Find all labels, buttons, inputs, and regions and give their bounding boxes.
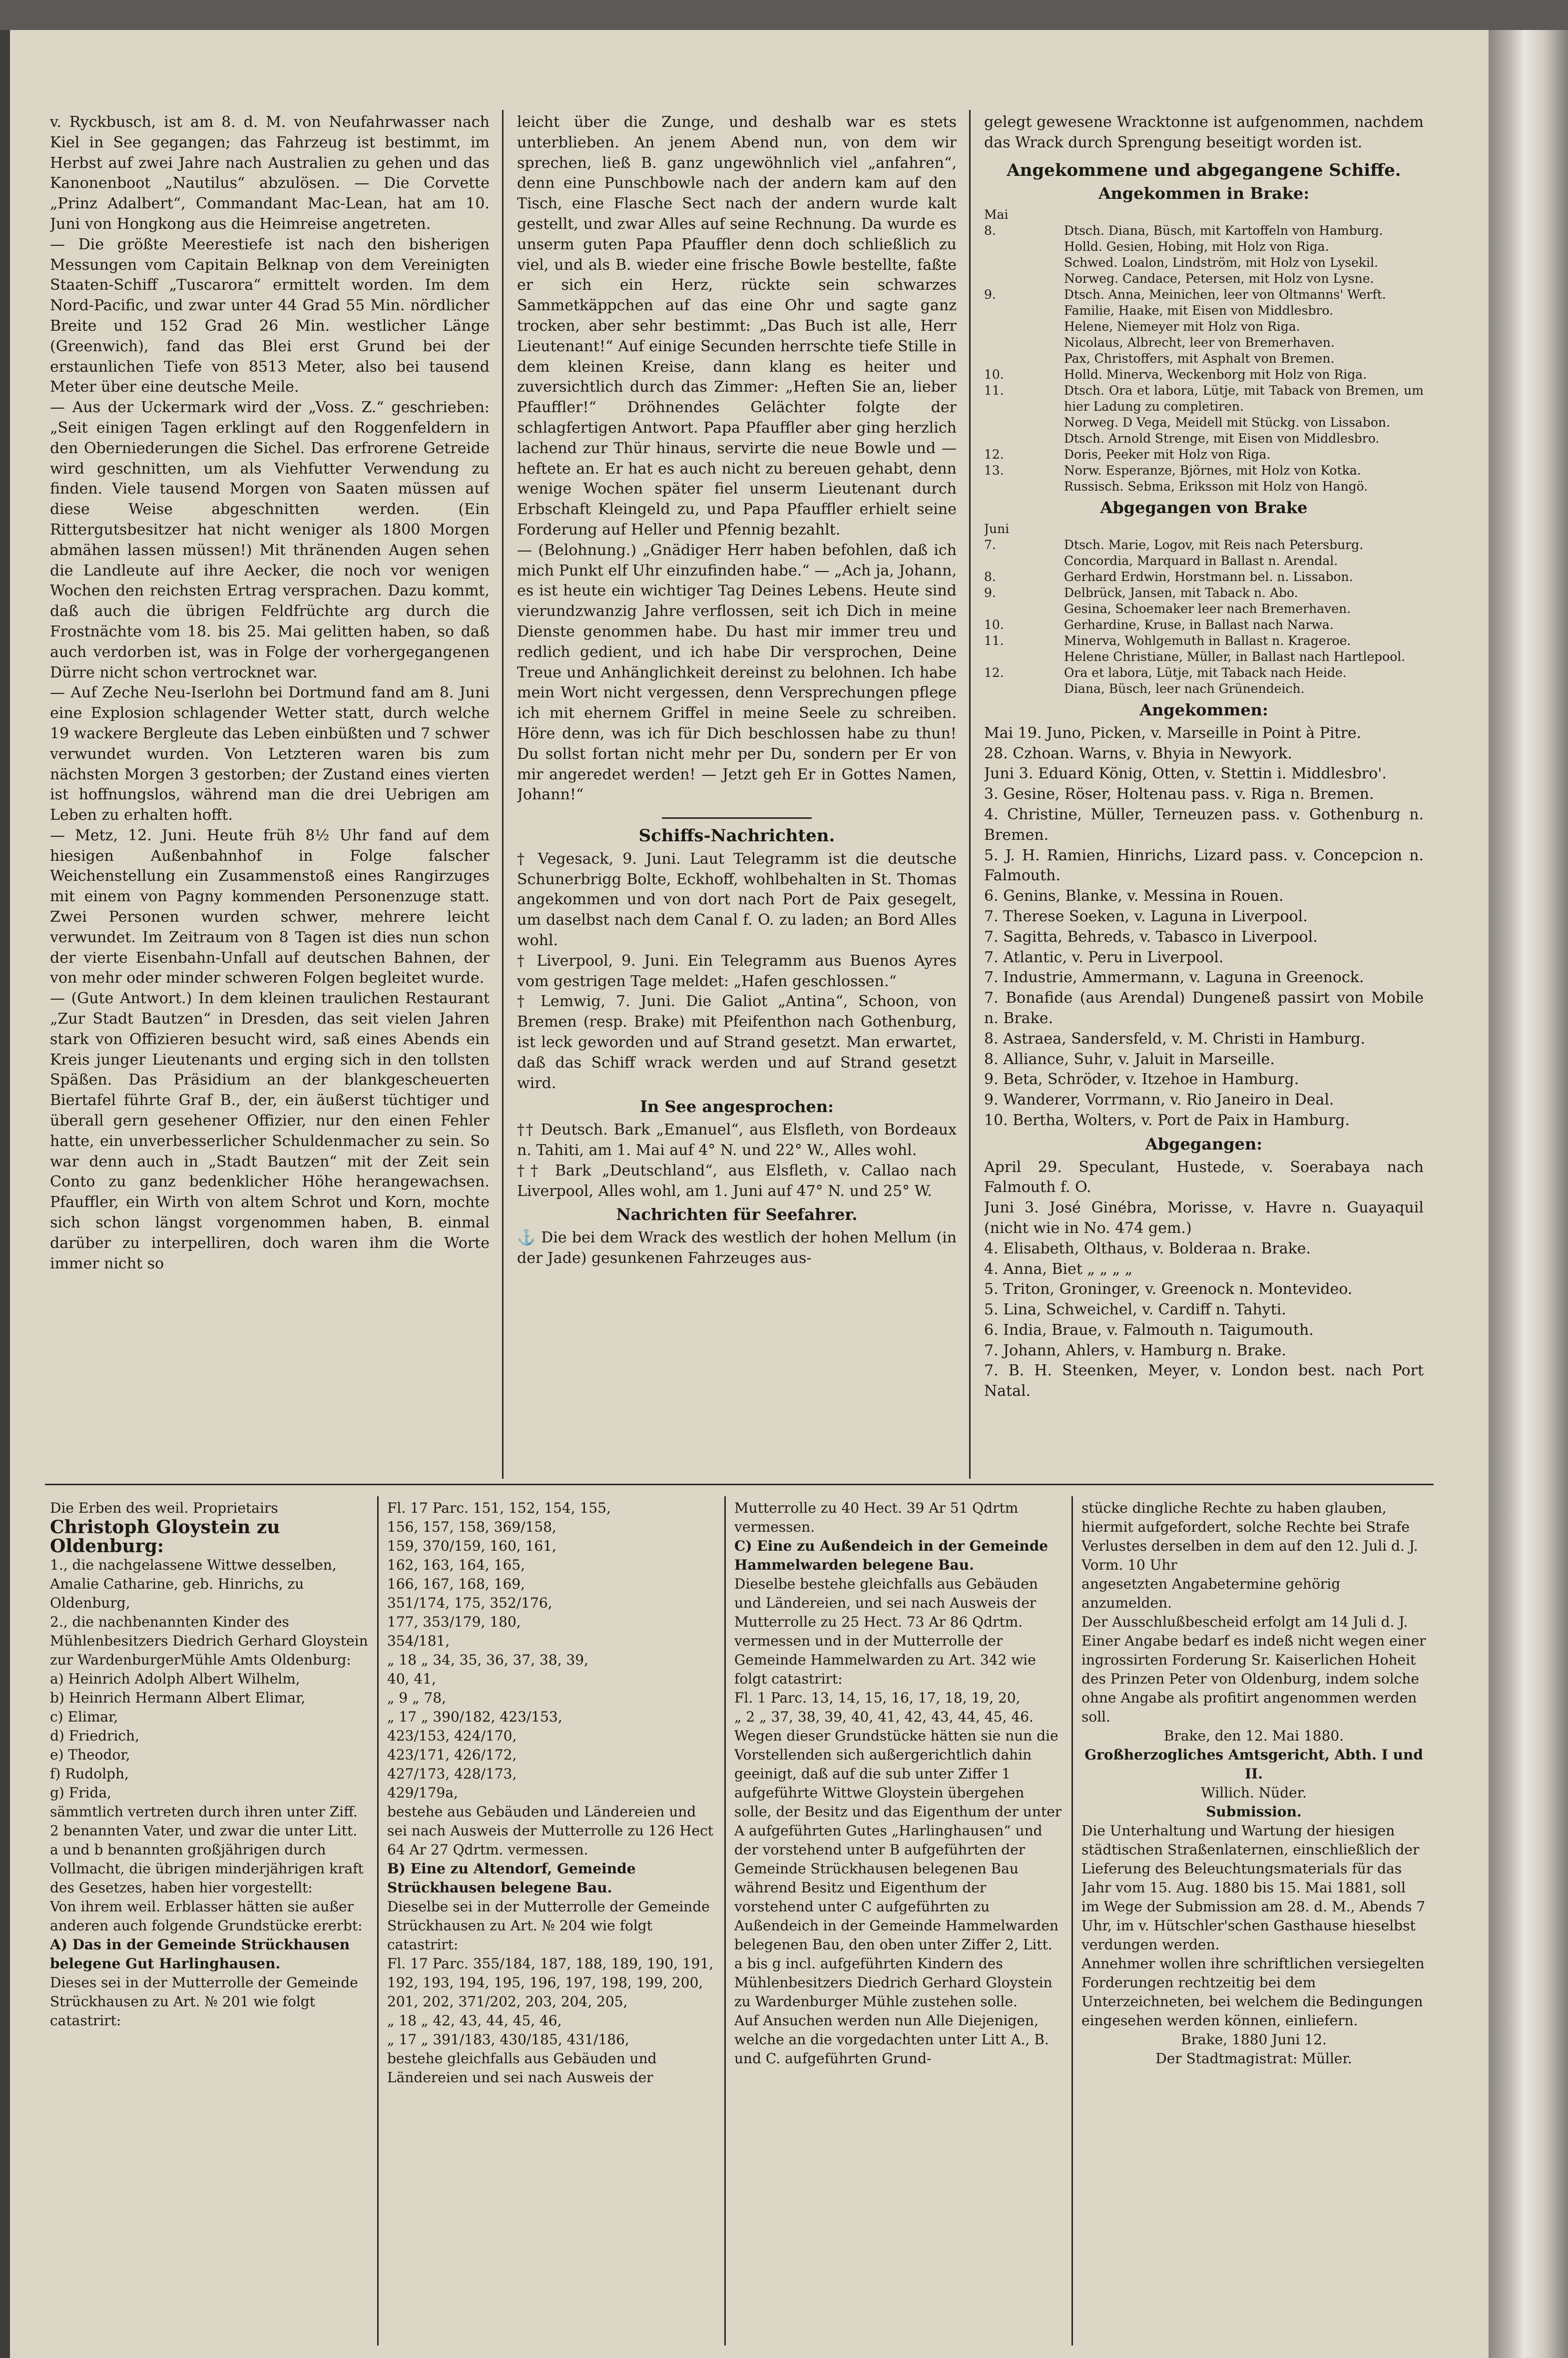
notice-line: Der Ausschlußbescheid erfolgt am 14 Juli d. J. xyxy=(1081,1614,1408,1630)
ship-row xyxy=(984,617,1424,633)
departed-entry: 7. B. H. Steenken, Meyer, v. London best. nach Port Natal. xyxy=(984,1362,1424,1400)
notice-column-3 xyxy=(734,1499,1064,2348)
ship-entry: Dtsch. Marie, Logov, mit Reis nach Petersburg. xyxy=(1064,537,1364,552)
article-metz: — Metz, 12. Juni. Heute früh 8½ Uhr fand auf dem hiesigen Außenbahnhof in Folge falscher Weichenstellung ein Zusammenstoß eines Rangirzuges mit einem von Pagny kommenden Personenzuge statt. Zwei Personen wurden schwer, mehrere leicht verwundet. Im Zeitraum von 8 Tagen ist dies nun schon der vierte Eisenbahn-Unfall auf deutschen Bahnen, der von mehr oder minder schweren Folgen begleitet wurde. xyxy=(50,826,490,987)
column-3 xyxy=(984,112,1424,1476)
ship-entry: Holld. Gesien, Hobing, mit Holz von Riga. xyxy=(1064,239,1329,254)
ship-row xyxy=(984,463,1424,479)
notice-line: Wegen dieser Grundstücke hätten sie nun die Vorstellenden sich außergerichtlich dahin geeinigt, daß auf die sub unter Ziffer 1 aufgeführte Wittwe Gloystein übergehen solle, der Besitz und das Eigenthum der unter A aufgeführten Gutes „Harlinghausen“ und der vorstehend unter B aufgeführten der Gemeinde Strückhausen belegenen Bau während Besitz und Eigenthum der vorstehend unter C aufgeführten zu Außendeich in der Gemeinde Hammelwarden belegenen Bau, den oben unter Ziffer 2, Litt. a bis g incl. aufgeführten Kindern des Mühlenbesitzers Diedrich Gerhard Gloystein zu Wardenburger Mühle zustehen solle. xyxy=(734,1728,1062,2010)
ship-entry: Schwed. Loalon, Lindström, mit Holz von Lysekil. xyxy=(1064,255,1378,270)
notice-line: Der Stadtmagistrat: Müller. xyxy=(1155,2050,1352,2067)
ship-row xyxy=(984,287,1424,303)
ship-entry: Norweg. Candace, Petersen, mit Holz von Lysne. xyxy=(1064,271,1374,286)
notice-line: f) Rudolph, xyxy=(50,1766,129,1782)
notice-line: e) Theodor, xyxy=(50,1747,130,1763)
page-gutter xyxy=(0,30,10,2358)
notice-text xyxy=(387,1802,717,2087)
ship-day xyxy=(984,335,1064,351)
notice-amtsgericht xyxy=(1081,1499,1426,2068)
notice-line: stücke dingliche Rechte zu haben glauben, hiermit aufgefordert, solche Rechte bei Strafe Verlustes derselben in dem auf den 12. Juli d. J. Vorm. 10 Uhr xyxy=(1081,1500,1418,1573)
parcel-line: „ 9 „ 78, xyxy=(387,1690,447,1706)
ship-day: 12. xyxy=(984,447,1004,462)
ship-day: 9. xyxy=(984,585,996,600)
column-divider xyxy=(969,110,971,1479)
arrived-entry: 8. Astraea, Sandersfeld, v. M. Christi in Hamburg. xyxy=(984,1030,1365,1048)
ship-entry: Gerhard Erdwin, Horstmann bel. n. Lissabon. xyxy=(1064,569,1353,584)
ship-entry: Doris, Peeker mit Holz von Riga. xyxy=(1064,447,1271,462)
ship-entry: Norw. Esperanze, Björnes, mit Holz von Kotka. xyxy=(1064,463,1361,478)
ship-day xyxy=(984,303,1064,319)
section-rule xyxy=(662,817,812,819)
ship-entry: Diana, Büsch, leer nach Grünendeich. xyxy=(1064,681,1305,696)
ship-row xyxy=(984,649,1424,665)
ship-day xyxy=(984,479,1064,495)
parcel-line: 177, 353/179, 180, xyxy=(387,1614,521,1630)
ship-entry: Familie, Haake, mit Eisen von Middlesbro. xyxy=(1064,303,1333,318)
notice-line: d) Friedrich, xyxy=(50,1728,139,1744)
parcel-line: „ 18 „ 34, 35, 36, 37, 38, 39, xyxy=(387,1652,589,1668)
abgegangen-heading: Abgegangen: xyxy=(1145,1134,1263,1154)
ship-day: 8. xyxy=(984,569,996,584)
arrived-list xyxy=(984,723,1424,1131)
angekommen-heading: Angekommen: xyxy=(1139,700,1268,719)
arrived-entry: Juni 3. Eduard König, Otten, v. Stettin i. Middlesbro'. xyxy=(984,765,1387,783)
notice-column-4 xyxy=(1081,1499,1426,2348)
notice-line: 2., die nachbenannten Kinder des Mühlenbesitzers Diedrich Gerhard Gloystein zur WardenburgerMühle Amts Oldenburg: xyxy=(50,1614,368,1668)
ship-row xyxy=(984,553,1424,569)
column-divider xyxy=(1071,1496,1073,2346)
news-lemwig: † Lemwig, 7. Juni. Die Galiot „Antina“, Schoon, von Bremen (resp. Brake) mit Pfeifenthon nach Gothenburg, ist leck geworden und auf Strand gesetzt. Man erwartet, daß das Schiff wrack werden und auf Strand gesetzt wird. xyxy=(517,993,957,1092)
ship-entry: Pax, Christoffers, mit Asphalt von Bremen. xyxy=(1064,351,1335,366)
arrived-entry: 4. Christine, Müller, Terneuzen pass. v. Gothenburg n. Bremen. xyxy=(984,805,1424,844)
ship-entry: Dtsch. Diana, Büsch, mit Kartoffeln von Hamburg. xyxy=(1064,223,1383,238)
parcel-line: 166, 167, 168, 169, xyxy=(387,1576,525,1592)
parcel-line: Fl. 17 Parc. 151, 152, 154, 155, xyxy=(387,1500,611,1516)
notice-line: „ 17 „ 391/183, 430/185, 431/186, xyxy=(387,2031,629,2048)
ship-row xyxy=(984,585,1424,601)
article-uckermark: — Aus der Uckermark wird der „Voss. Z.“ geschrieben: „Seit einigen Tagen erklingt auf den Roggenfeldern in den Oberniederungen die Sichel. Das erfrorene Getreide wird geschnitten, um als Viehfutter Verwendung zu finden. Viele tausend Morgen von Saaten müssen auf diese Weise abgeschnitten werden. (Ein Rittergutsbesitzer hat nicht weniger als 1800 Morgen abmähen lassen müssen!) Mit thränenden Augen sehen die Landleute auf ihre Aecker, die noch vor wenigen Wochen den reichsten Ertrag versprachen. Dazu kommt, daß auch die übrigen Feldfrüchte arg durch die Frostnächte vom 18. bis 25. Mai gelitten haben, so daß auch verdorben ist, was in Folge der vorhergegangenen Dürre nicht schon vertrocknet war. xyxy=(50,399,490,681)
notice-line: Dieses sei in der Mutterrolle der Gemeinde Strückhausen zu Art. № 201 wie folgt catastrirt: xyxy=(50,1974,358,2029)
ship-day xyxy=(984,415,1064,431)
arrived-entry: 7. Industrie, Ammermann, v. Laguna in Greenock. xyxy=(984,969,1364,987)
notice-line: Christoph Gloystein zu Oldenburg: xyxy=(50,1517,280,1557)
see-deutschland: †† Bark „Deutschland“, aus Elsfleth, v. Callao nach Liverpool, Alles wohl, am 1. Juni auf 47° N. und 25° W. xyxy=(517,1162,957,1200)
parcel-line: 159, 370/159, 160, 161, xyxy=(387,1538,556,1554)
notice-line: Dieselbe sei in der Mutterrolle der Gemeinde Strückhausen zu Art. № 204 wie folgt catastrirt: xyxy=(387,1898,710,1953)
ship-day: 10. xyxy=(984,367,1004,382)
notice-line: A) Das in der Gemeinde Strückhausen belegene Gut Harlinghausen. xyxy=(50,1936,350,1972)
ship-row xyxy=(984,601,1424,617)
notice-line: „ 18 „ 42, 43, 44, 45, 46, xyxy=(387,2012,562,2029)
month-label: Juni xyxy=(984,521,1010,536)
departed-entry: Juni 3. José Ginébra, Morisse, v. Havre n. Guayaquil (nicht wie in No. 474 gem.) xyxy=(984,1199,1424,1237)
article-explosion: — Auf Zeche Neu-Iserlohn bei Dortmund fand am 8. Juni eine Explosion schlagender Wetter statt, durch welche 19 wackere Bergleute das Leben einbüßten und 7 schwer verwundet wurden. Von Letzteren waren bis zum nächsten Morgen 3 gestorben; der Zustand eines vierten ist hoffnungslos, während man die drei Uebrigen am Leben zu erhalten hofft. xyxy=(50,684,490,824)
notice-line: a) Heinrich Adolph Albert Wilhelm, xyxy=(50,1671,300,1687)
parcel-line: 351/174, 175, 352/176, xyxy=(387,1595,552,1611)
arrived-entry: 3. Gesine, Röser, Holtenau pass. v. Riga n. Bremen. xyxy=(984,785,1374,803)
column-divider xyxy=(502,110,504,1479)
ship-entry: Gerhardine, Kruse, in Ballast nach Narwa. xyxy=(1064,617,1334,632)
ship-row xyxy=(984,431,1424,447)
arrived-entry: 9. Wanderer, Vorrmann, v. Rio Janeiro in Deal. xyxy=(984,1091,1334,1109)
notice-line: Mutterrolle zu 40 Hect. 39 Ar 51 Qdrtm vermessen. xyxy=(734,1500,1019,1535)
ship-entry: Dtsch. Arnold Strenge, mit Eisen von Middlesbro. xyxy=(1064,431,1380,446)
ship-day xyxy=(984,351,1064,367)
notice-line: Von ihrem weil. Erblasser hätten sie außer anderen auch folgende Grundstücke ererbt: xyxy=(50,1898,363,1934)
arrived-entry: 10. Bertha, Wolters, v. Port de Paix in Hamburg. xyxy=(984,1111,1350,1129)
angekommen-brake-heading: Angekommen in Brake: xyxy=(1098,184,1310,203)
notice-line: Dieselbe bestehe gleichfalls aus Gebäuden und Ländereien, und sei nach Ausweis der Mutterrolle zu 25 Hect. 73 Ar 86 Qdrtm. vermessen und in der Mutterrolle der Gemeinde Hammelwarden zu Art. 342 wie folgt catastrirt: xyxy=(734,1576,1038,1687)
schiffs-nachrichten-heading: Schiffs-Nachrichten. xyxy=(638,826,835,846)
ship-row xyxy=(984,319,1424,335)
ship-row xyxy=(984,479,1424,495)
wracktonne-text: gelegt gewesene Wracktonne ist aufgenommen, nachdem das Wrack durch Sprengung beseitigt worden ist. xyxy=(984,113,1424,151)
ship-entry: Helene, Niemeyer mit Holz von Riga. xyxy=(1064,319,1300,334)
notice-line: „ 2 „ 37, 38, 39, 40, 41, 42, 43, 44, 45, 46. xyxy=(734,1709,1034,1725)
parcel-line: 156, 157, 158, 369/158, xyxy=(387,1519,556,1535)
departed-list xyxy=(984,1158,1424,1402)
arrived-entry: 28. Czhoan. Warns, v. Bhyia in Newyork. xyxy=(984,744,1292,762)
notice-line: g) Frida, xyxy=(50,1784,112,1801)
ship-day: 12. xyxy=(984,665,1004,680)
notice-line: Großherzogliches Amtsgericht, Abth. I und II. xyxy=(1084,1747,1423,1782)
arrived-entry: 7. Bonafide (aus Arendal) Dungeneß passirt von Mobile n. Brake. xyxy=(984,989,1424,1027)
notice-line: c) Elimar, xyxy=(50,1709,118,1725)
ship-day xyxy=(984,319,1064,335)
ship-row xyxy=(984,367,1424,383)
news-vegesack: † Vegesack, 9. Juni. Laut Telegramm ist die deutsche Schunerbrigg Bolte, Eckhoff, wohlbehalten in St. Thomas angekommen und von dort nach Port de Paix gesegelt, um daselbst nach dem Canal f. O. zu laden; an Bord Alles wohl. xyxy=(517,850,957,950)
notice-erben xyxy=(50,1499,370,2030)
ship-row xyxy=(984,665,1424,681)
ship-day xyxy=(984,681,1064,697)
ship-entry: Dtsch. Ora et labora, Lütje, mit Taback von Bremen, um hier Ladung zu completiren. xyxy=(1064,383,1424,414)
arrived-entry: 7. Atlantic, v. Peru in Liverpool. xyxy=(984,948,1224,966)
notice-line: b) Heinrich Hermann Albert Elimar, xyxy=(50,1690,306,1706)
ship-entry: Minerva, Wohlgemuth in Ballast n. Krageroe. xyxy=(1064,633,1351,648)
ship-row xyxy=(984,255,1424,271)
page-edge xyxy=(1489,30,1568,2358)
notice-line: Fl. 1 Parc. 13, 14, 15, 16, 17, 18, 19, 20, xyxy=(734,1690,1021,1706)
ship-row xyxy=(984,383,1424,415)
arrived-entry: 6. Genins, Blanke, v. Messina in Rouen. xyxy=(984,887,1284,905)
arrived-entry: 5. J. H. Ramien, Hinrichs, Lizard pass. v. Concepcion n. Falmouth. xyxy=(984,846,1424,885)
ship-day: 9. xyxy=(984,287,996,302)
ship-row xyxy=(984,537,1424,553)
parcel-line: „ 17 „ 390/182, 423/153, xyxy=(387,1709,562,1725)
article-gute-antwort-cont: leicht über die Zunge, und deshalb war es stets unterblieben. An jenem Abend nun, von dem wir sprechen, ließ B. ganz ungewöhnlich viel „anfahren“, denn eine Punschbowle nach der andern kam auf den Tisch, eine Flasche Sect nach der andern wurde kalt gestellt, und zwar Alles auf seine Rechnung. Da wurde es unserm guten Papa Pfauffler denn doch schließlich zu viel, und als B. wieder eine frische Bowle bestellte, faßte er sich ein Herz, rückte sein schwarzes Sammetkäppchen auf das eine Ohr und sagte ganz trocken, aber sehr bestimmt: „Das Buch ist alle, Herr Lieutenant!“ Auf einige Secunden herrschte tiefe Stille in dem kleinen Kreise, dann klang es heiter und zuversichtlich durch das Zimmer: „Heften Sie an, lieber Pfauffler!“ Dröhnendes Gelächter folgte der schlagfertigen Antwort. Papa Pfauffler aber ging herzlich lachend zur Thür hinaus, servirte die neue Bowle und — heftete an. Er hat es auch nicht zu bereuen gehabt, denn wenige Wochen später fiel unserm Lieutenant durch Erbschaft Kleingeld zu, und Papa Pfauffler erhielt seine Forderung auf Heller und Pfennig bezahlt. xyxy=(517,113,957,539)
column-divider xyxy=(377,1496,379,2346)
ship-day xyxy=(984,255,1064,271)
notice-line: Die Unterhaltung und Wartung der hiesigen städtischen Straßenlaternen, einschließlich der Lieferung des Beleuchtungsmaterials für das Jahr vom 15. Aug. 1880 bis 15. Mai 1881, soll im Wege der Submission am 28. d. M., Abends 7 Uhr, im v. Hütschler'schen Gasthause hieselbst verdungen werden. xyxy=(1081,1822,1426,1953)
ship-day xyxy=(984,239,1064,255)
ship-entry: Delbrück, Jansen, mit Taback n. Abo. xyxy=(1064,585,1298,600)
ship-day xyxy=(984,431,1064,447)
notice-line: sämmtlich vertreten durch ihren unter Ziff. 2 benannten Vater, und zwar die unter Litt. a und b benannten großjährigen durch Vollmacht, die übrigen minderjährigen kraft des Gesetzes, haben hier vorgestellt: xyxy=(50,1803,364,1896)
parcel-line: 40, 41, xyxy=(387,1671,436,1687)
departed-entry: 6. India, Braue, v. Falmouth n. Taigumouth. xyxy=(984,1321,1314,1339)
parcel-line: 423/171, 426/172, xyxy=(387,1747,517,1763)
ship-day: 11. xyxy=(984,383,1004,398)
notice-line: bestehe aus Gebäuden und Ländereien und sei nach Ausweis der Mutterrolle zu 126 Hect 64 Ar 27 Qdrtm. vermessen. xyxy=(387,1803,714,1858)
notice-line: B) Eine zu Altendorf, Gemeinde Strückhausen belegene Bau. xyxy=(387,1860,636,1896)
brake-departed-rows xyxy=(984,537,1424,697)
article-gute-antwort: — (Gute Antwort.) In dem kleinen traulichen Restaurant „Zur Stadt Bautzen“ in Dresden, das seit vielen Jahren stark von Offizieren besucht wird, saß eines Abends ein Kreis junger Lieutenants und erging sich in den tollsten Späßen. Das Präsidium an der blankgescheuerten Biertafel führte Graf B., der, ein äußerst tüchtiger und überall gern gesehener Offizier, nur den einen Fehler hatte, ein unverbesserlicher Schuldenmacher zu sein. So war denn auch in „Stadt Bautzen“ mit der Zeit sein Conto zu ganz bedenklicher Höhe herangewachsen. Pfauffler, ein Wirth von altem Schrot und Korn, mochte sich schon längst vorgenommen haben, B. einmal darüber zu interpelliren, doch waren ihm die Worte immer nicht so xyxy=(50,990,490,1272)
ship-row xyxy=(984,447,1424,463)
departed-entry: 4. Elisabeth, Olthaus, v. Bolderaa n. Brake. xyxy=(984,1239,1311,1257)
notice-column-2 xyxy=(387,1499,717,2348)
ship-entry: Holld. Minerva, Weckenborg mit Holz von Riga. xyxy=(1064,367,1367,382)
parcel-line: 429/179a, xyxy=(387,1784,458,1801)
ship-entry: Russisch. Sebma, Eriksson mit Holz von Hangö. xyxy=(1064,479,1368,494)
ship-row xyxy=(984,303,1424,319)
parcel-line: 354/181, xyxy=(387,1633,450,1649)
notice-line: C) Eine zu Außendeich in der Gemeinde Hammelwarden belegene Bau. xyxy=(734,1538,1048,1573)
ship-row xyxy=(984,681,1424,697)
in-see-heading: In See angesprochen: xyxy=(640,1097,834,1117)
ship-entry: Dtsch. Anna, Meinichen, leer von Oltmanns' Werft. xyxy=(1064,287,1386,302)
article-belohnung: — (Belohnung.) „Gnädiger Herr haben befohlen, daß ich mich Punkt elf Uhr einzufinden habe.“ — „Ach ja, Johann, es ist heute ein wichtiger Tag Deines Lebens. Heute sind vierundzwanzig Jahre verflossen, seit ich Dich in meine Dienste genommen habe. Du hast mir immer treu und redlich gedient, und ich habe Dir versprochen, Deine Treue und Anhänglichkeit dereinst zu belohnen. Ich habe mein Wort nicht vergessen, denn Versprechungen pflege ich mit ehernem Griffel in meine Seele zu schreiben. Höre denn, was ich für Dich beschlossen habe zu thun! Du sollst fortan nicht mehr per Du, sondern per Er von mir angeredet werden! — Jetzt geh Er in Gottes Namen, Johann!“ xyxy=(517,541,957,804)
notice-line: Willich. Nüder. xyxy=(1201,1784,1307,1801)
departed-entry: 5. Lina, Schweichel, v. Cardiff n. Tahyti. xyxy=(984,1301,1286,1319)
ship-day: 11. xyxy=(984,633,1004,648)
ship-entry: Norweg. D Vega, Meidell mit Stückg. von Lissabon. xyxy=(1064,415,1390,430)
ship-row xyxy=(984,271,1424,287)
ship-entry: Ora et labora, Lütje, mit Taback nach Heide. xyxy=(1064,665,1347,680)
parcel-list xyxy=(387,1499,717,1802)
parcel-line: 162, 163, 164, 165, xyxy=(387,1557,525,1573)
notice-line: Brake, 1880 Juni 12. xyxy=(1181,2031,1327,2048)
ship-row xyxy=(984,223,1424,239)
news-liverpool: † Liverpool, 9. Juni. Ein Telegramm aus Buenos Ayres vom gestrigen Tage meldet: „Hafen geschlossen.“ xyxy=(517,952,957,990)
arrived-entry: 8. Alliance, Suhr, v. Jaluit in Marseille. xyxy=(984,1050,1275,1068)
notice-line: Einer Angabe bedarf es indeß nicht wegen einer ingrossirten Forderung Sr. Kaiserlichen Hoheit des Prinzen Peter von Oldenburg, indem solche ohne Angabe als profitirt angenommen werden soll. xyxy=(1081,1633,1426,1725)
arrived-entry: 9. Beta, Schröder, v. Itzehoe in Hamburg. xyxy=(984,1071,1299,1089)
ship-row xyxy=(984,335,1424,351)
section-separator xyxy=(45,1484,1434,1485)
notice-line: Brake, den 12. Mai 1880. xyxy=(1163,1728,1344,1744)
article-marine: v. Ryckbusch, ist am 8. d. M. von Neufahrwasser nach Kiel in See gegangen; das Fahrzeug ist bestimmt, im Herbst auf zwei Jahre nach Australien zu gehen und das Kanonenboot „Nautilus“ abzulösen. — Die Corvette „Prinz Adalbert“, Commandant Mac-Lean, hat am 10. Juni von Hongkong aus die Heimreise angetreten. xyxy=(50,113,490,233)
column-1 xyxy=(50,112,490,1476)
ship-day: 13. xyxy=(984,463,1004,478)
seefahrer-heading: Nachrichten für Seefahrer. xyxy=(616,1205,858,1224)
column-divider xyxy=(724,1496,726,2346)
ship-day xyxy=(984,601,1064,617)
arrived-entry: 7. Therese Soeken, v. Laguna in Liverpool. xyxy=(984,907,1308,925)
ship-day xyxy=(984,271,1064,287)
ship-day: 10. xyxy=(984,617,1004,632)
ship-entry: Concordia, Marquard in Ballast n. Arendal. xyxy=(1064,553,1338,568)
arrived-entry: Mai 19. Juno, Picken, v. Marseille in Point à Pitre. xyxy=(984,724,1362,742)
ship-day xyxy=(984,553,1064,569)
notice-line: 1., die nachgelassene Wittwe desselben, Amalie Catharine, geb. Hinrichs, zu Oldenburg, xyxy=(50,1557,337,1611)
ship-row xyxy=(984,415,1424,431)
ship-entry: Gesina, Schoemaker leer nach Bremerhaven. xyxy=(1064,601,1351,616)
arrived-entry: 7. Sagitta, Behreds, v. Tabasco in Liverpool. xyxy=(984,928,1318,946)
notice-line: Auf Ansuchen werden nun Alle Diejenigen, welche an die vorgedachten unter Litt A., B. und C. aufgeführten Grund- xyxy=(734,2012,1049,2067)
brake-arrived-rows xyxy=(984,223,1424,495)
angekommene-abgegangene-heading: Angekommene und abgegangene Schiffe. xyxy=(1007,160,1401,180)
departed-entry: April 29. Speculant, Hustede, v. Soerabaya nach Falmouth f. O. xyxy=(984,1158,1424,1196)
ship-day xyxy=(984,649,1064,665)
notice-column-1 xyxy=(50,1499,370,2348)
departed-entry: 7. Johann, Ahlers, v. Hamburg n. Brake. xyxy=(984,1341,1287,1359)
ship-row xyxy=(984,633,1424,649)
ship-row xyxy=(984,239,1424,255)
ship-day: 7. xyxy=(984,537,996,552)
notice-line: Submission. xyxy=(1206,1803,1302,1820)
ship-entry: Helene Christiane, Müller, in Ballast nach Hartlepool. xyxy=(1064,649,1406,664)
notice-aussendeich xyxy=(734,1499,1064,2068)
newspaper-page xyxy=(10,30,1489,2358)
ship-day: 8. xyxy=(984,223,996,238)
ship-entry: Nicolaus, Albrecht, leer von Bremerhaven. xyxy=(1064,335,1335,350)
ship-row xyxy=(984,569,1424,585)
brake-arrived-list xyxy=(984,207,1424,495)
notice-line: angesetzten Angabetermine gehörig anzumelden. xyxy=(1081,1576,1341,1611)
notice-line: Fl. 17 Parc. 355/184, 187, 188, 189, 190, 191, 192, 193, 194, 195, 196, 197, 198, 199, 200, 201, 202, 371/202, 203, 204, 205, xyxy=(387,1955,714,2010)
notice-line: Die Erben des weil. Proprietairs xyxy=(50,1500,278,1516)
see-emanuel: †† Deutsch. Bark „Emanuel“, aus Elsfleth, von Bordeaux n. Tahiti, am 1. Mai auf 4° N. und 22° W., Alles wohl. xyxy=(517,1121,957,1160)
brake-departed-list xyxy=(984,521,1424,697)
article-meerestiefe: — Die größte Meerestiefe ist nach den bisherigen Messungen vom Capitain Belknap von dem Vereinigten Staaten-Schiff „Tuscarora“ ermittelt worden. Im dem Nord-Pacific, und zwar unter 44 Grad 55 Min. nördlicher Breite und 152 Grad 26 Min. westlicher Länge (Greenwich), fand das Blei erst Grund bei der erstaunlichen Tiefe von 8513 Meter, also bei tausend Meter über eine deutsche Meile. xyxy=(50,235,490,396)
month-label: Mai xyxy=(984,207,1009,222)
departed-entry: 5. Triton, Groninger, v. Greenock n. Montevideo. xyxy=(984,1280,1353,1298)
departed-entry: 4. Anna, Biet „ „ „ „ xyxy=(984,1260,1133,1278)
ship-row xyxy=(984,351,1424,367)
notice-line: bestehe gleichfalls aus Gebäuden und Ländereien und sei nach Ausweis der xyxy=(387,2050,657,2086)
notice-line: Annehmer wollen ihre schriftlichen versiegelten Forderungen rechtzeitig bei dem Unterzeichneten, bei welchem die Bedingungen eingesehen werden können, einliefern. xyxy=(1081,1955,1425,2029)
column-2 xyxy=(517,112,957,1476)
parcel-line: 427/173, 428/173, xyxy=(387,1766,517,1782)
parcel-line: 423/153, 424/170, xyxy=(387,1728,517,1744)
abgegangen-brake-heading: Abgegangen von Brake xyxy=(1100,498,1308,518)
seefahrer-text: ⚓ Die bei dem Wrack des westlich der hohen Mellum (in der Jade) gesunkenen Fahrzeuges aus- xyxy=(517,1229,957,1267)
